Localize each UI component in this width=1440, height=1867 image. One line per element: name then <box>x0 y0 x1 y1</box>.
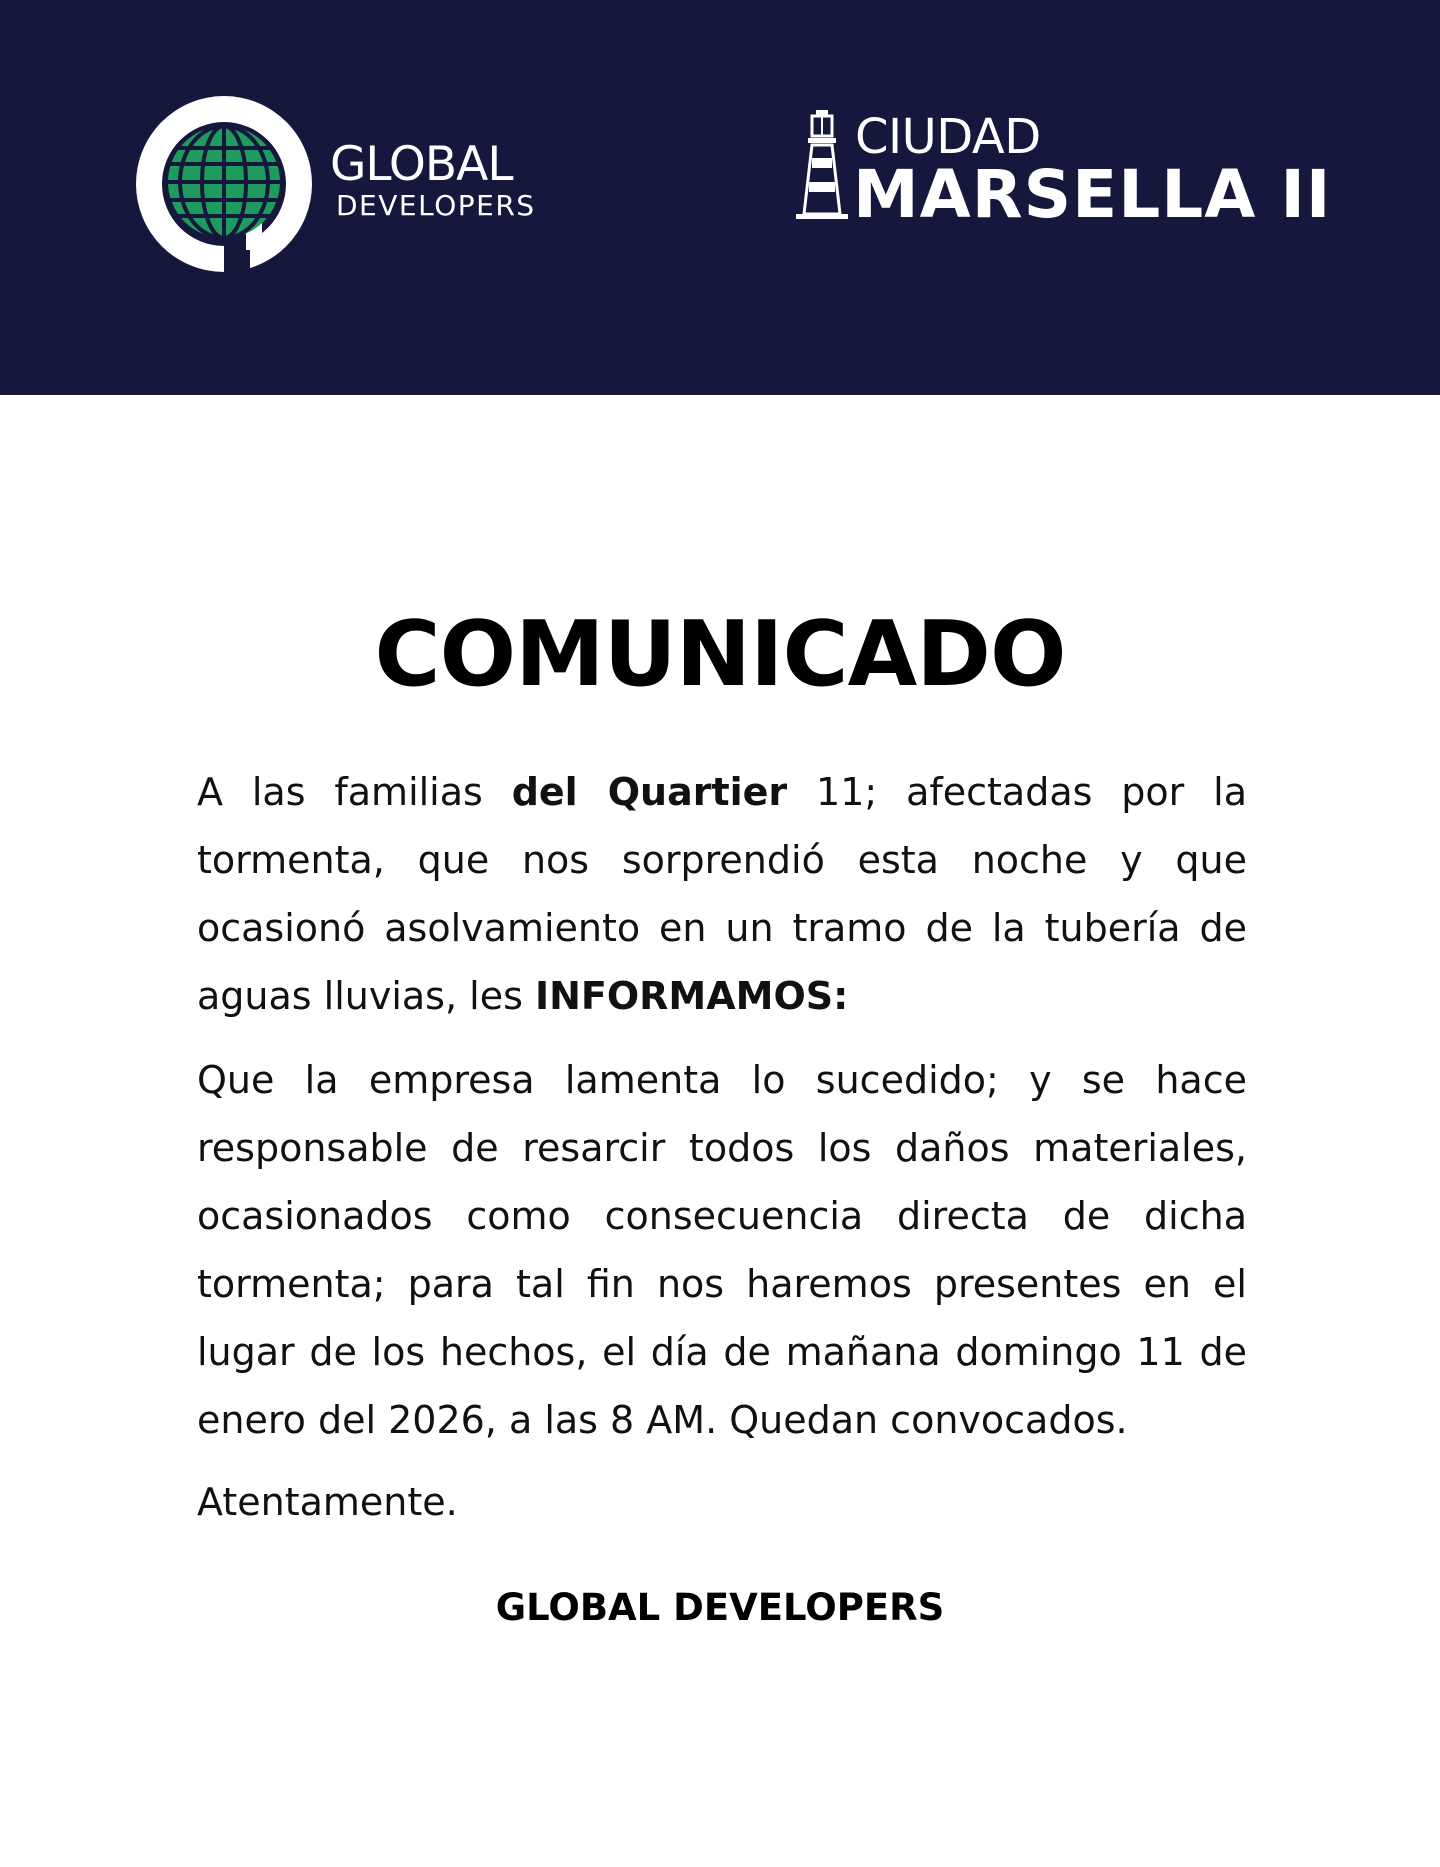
intro-text-2: 11; afectadas por la tormenta, que nos sorprendió esta noche y que ocasionó asolvamiento en un tramo de la tubería de aguas lluvias, les <box>197 770 1247 1018</box>
intro-bold-quartier: del Quartier <box>511 770 788 814</box>
paragraph-intro <box>197 758 1247 1030</box>
intro-bold-informamos: INFORMAMOS: <box>534 974 849 1018</box>
intro-text-1: A las familias <box>197 770 512 814</box>
document-title: COMUNICADO <box>374 602 1066 707</box>
signature: GLOBAL DEVELOPERS <box>495 1586 945 1629</box>
logo-line-developers: DEVELOPERS <box>336 189 536 222</box>
globe-logo-icon <box>134 94 314 274</box>
logo-line-global: GLOBAL <box>330 137 513 192</box>
lighthouse-icon <box>794 110 850 222</box>
header-banner <box>0 0 1440 395</box>
logo-line-ciudad: CIUDAD <box>855 109 1041 165</box>
logo-line-marsella: MARSELLA II <box>853 156 1332 233</box>
ciudad-marsella-wordmark <box>853 109 1332 233</box>
closing-text: Atentamente. <box>197 1480 458 1524</box>
global-developers-wordmark <box>330 137 536 222</box>
paragraph-announcement: Que la empresa lamenta lo sucedido; y se hace responsable de resarcir todos los daños materiales, ocasionados como consecuencia directa de dicha tormenta; para tal fin nos haremos presentes en el lugar de los hechos, el día de mañana domingo 11 de enero del 2026, a las 8 AM. Quedan convocados. <box>197 1058 1247 1442</box>
